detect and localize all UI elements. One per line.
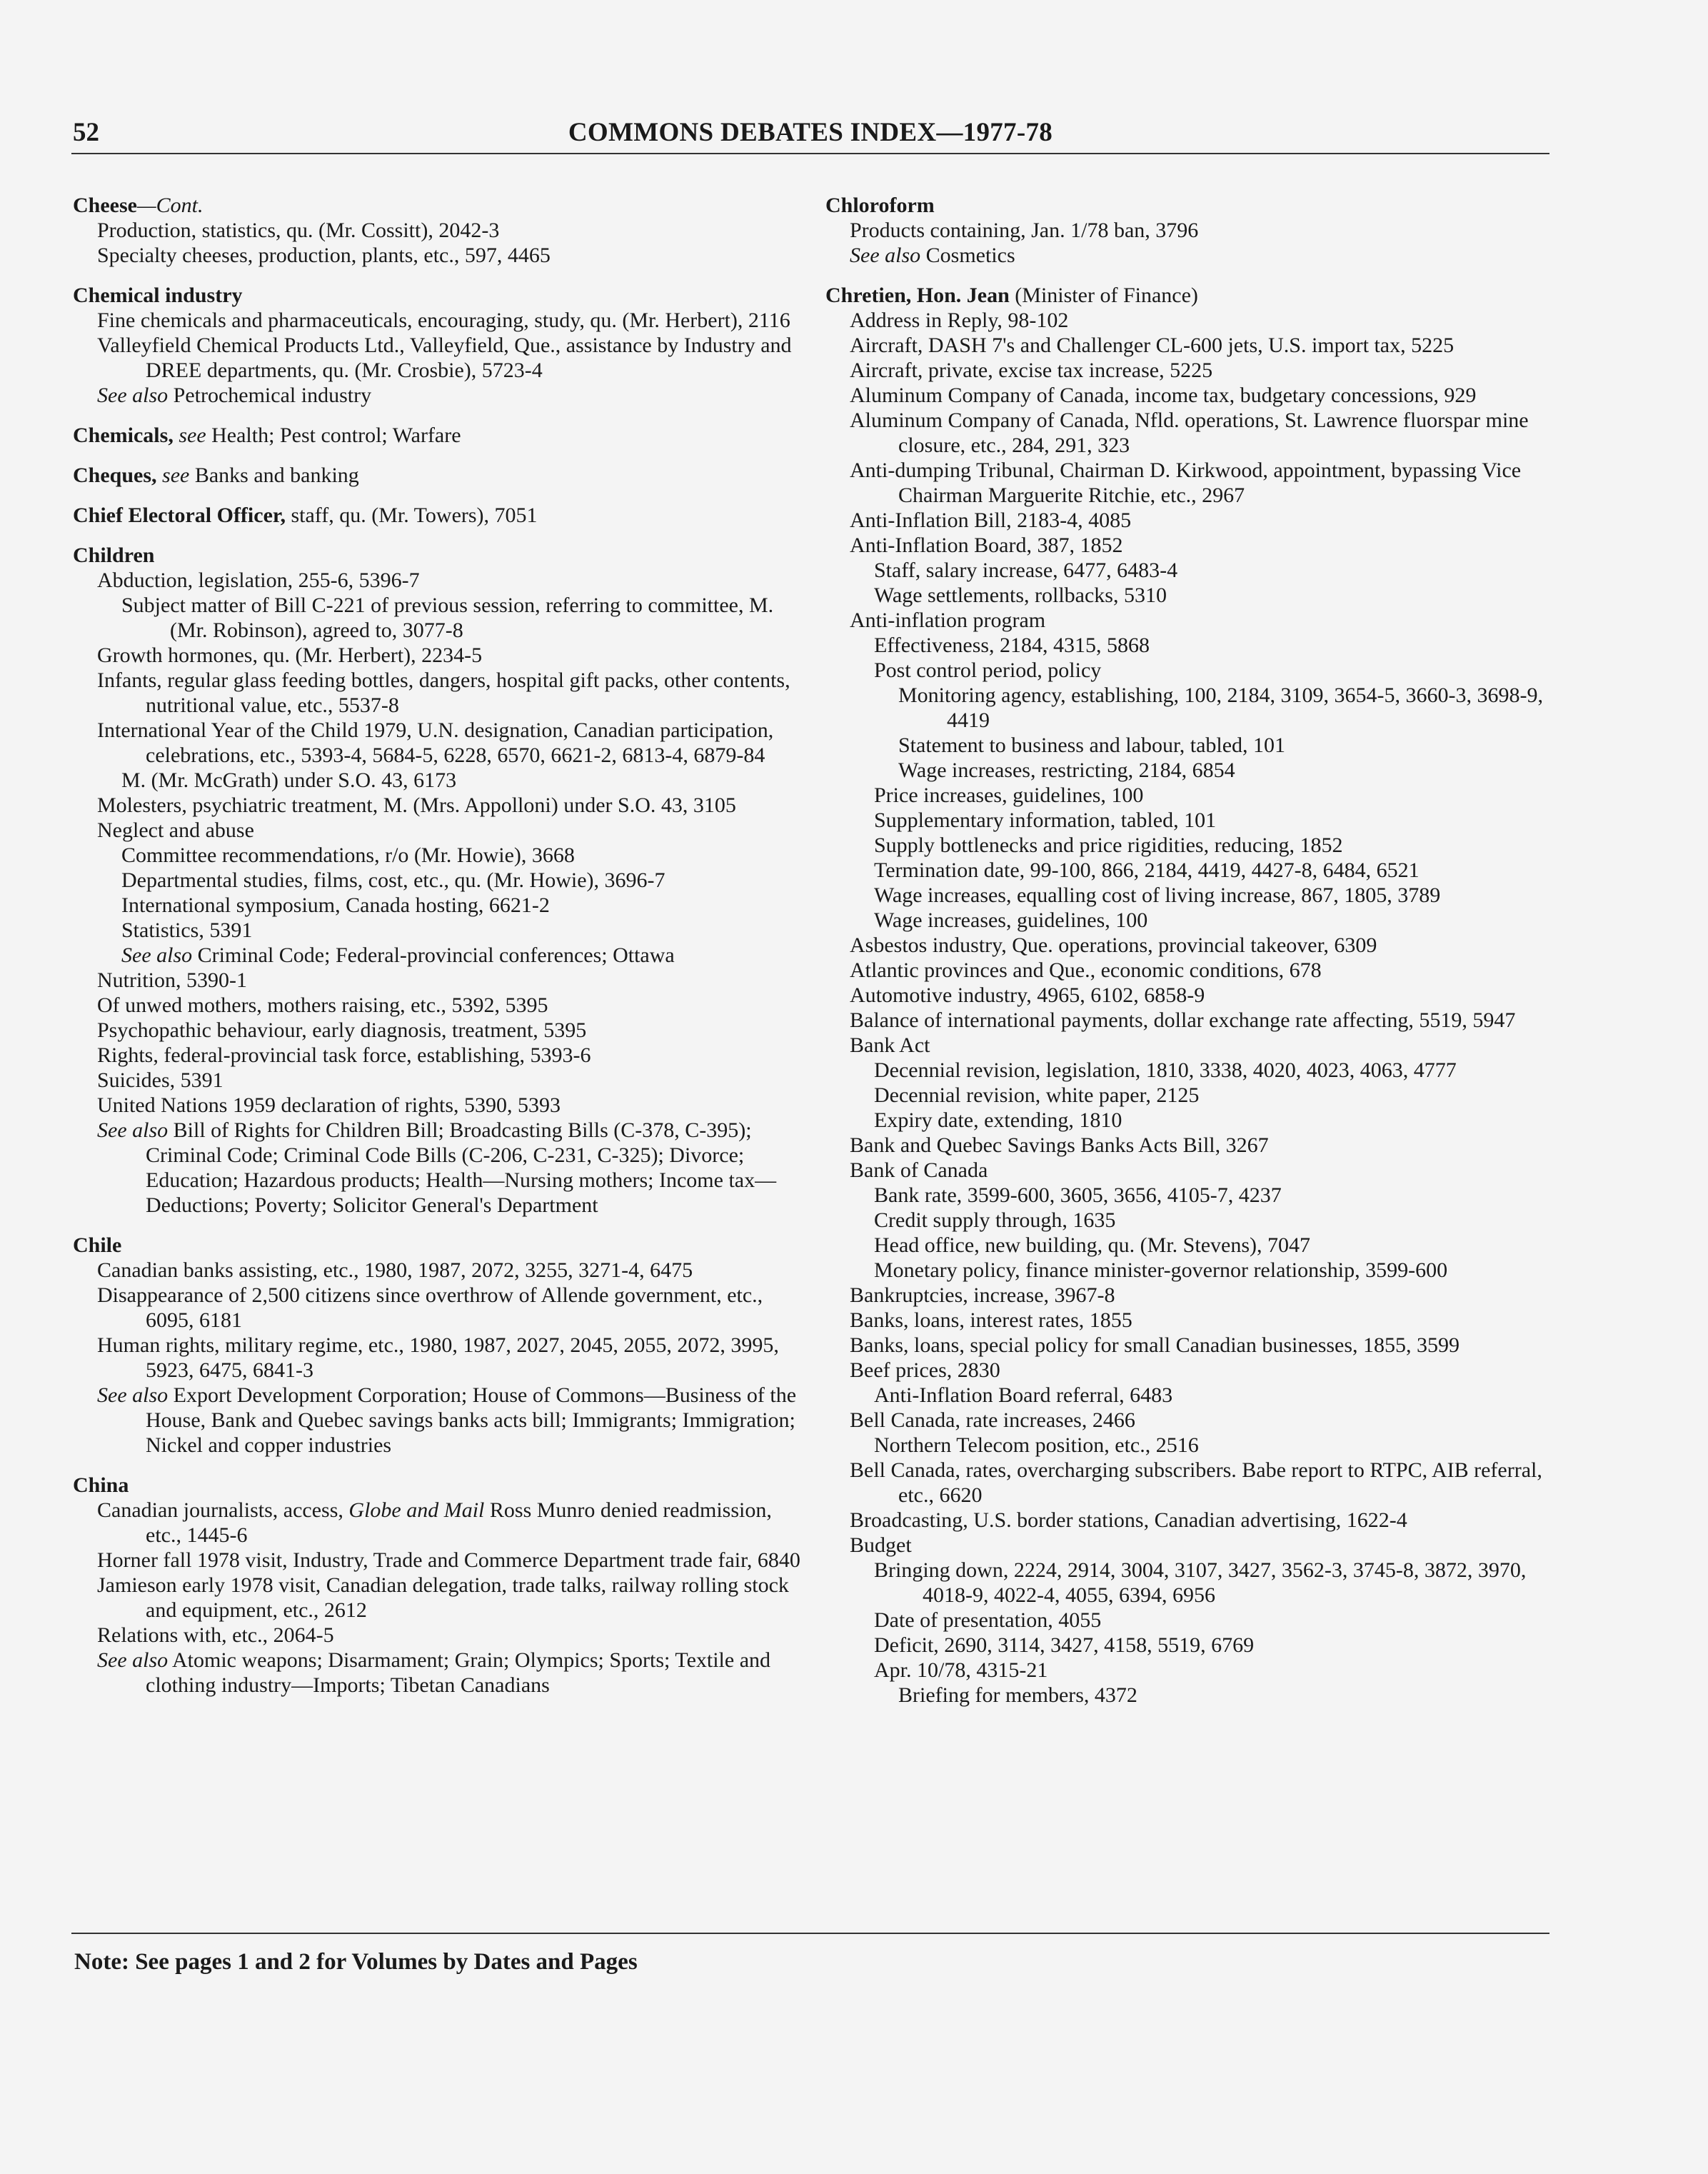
see-also-line: See also Criminal Code; Federal-provincial conferences; Ottawa xyxy=(121,943,675,967)
entry-subline: Subject matter of Bill C-221 of previous session, referring to committee, M. (Mr. Robinson), agreed to, 3077-8 xyxy=(121,593,774,642)
entry-line: Asbestos industry, Que. operations, provincial takeover, 6309 xyxy=(850,933,1377,957)
entry-subline: Bringing down, 2224, 2914, 3004, 3107, 3427, 3562-3, 3745-8, 3872, 3970, 4018-9, 4022-4, 4055, 6394, 6956 xyxy=(874,1558,1527,1607)
index-entry-chemicals xyxy=(73,423,801,448)
entry-subline: Credit supply through, 1635 xyxy=(874,1208,1116,1232)
entry-subline: Head office, new building, qu. (Mr. Stevens), 7047 xyxy=(874,1233,1311,1257)
entry-line: Valleyfield Chemical Products Ltd., Valleyfield, Que., assistance by Industry and DREE departments, qu. (Mr. Crosbie), 5723-4 xyxy=(97,334,792,382)
entry-subline: Post control period, policy xyxy=(874,658,1102,682)
chretien-subentries xyxy=(825,308,1554,1708)
entry-heading: Children xyxy=(73,544,155,567)
entry-line: Address in Reply, 98-102 xyxy=(850,309,1069,332)
see-also-line: See also Export Development Corporation; House of Commons—Business of the House, Bank and Quebec savings banks acts bill; Immigrants; Immigration; Nickel and copper industries xyxy=(97,1383,797,1457)
entry-line: Neglect and abuse xyxy=(97,818,254,842)
see-also-line: See also Cosmetics xyxy=(850,244,1015,267)
entry-subline: Statistics, 5391 xyxy=(121,918,253,942)
footer-note: Note: See pages 1 and 2 for Volumes by Dates and Pages xyxy=(74,1949,638,1975)
entry-line: Products containing, Jan. 1/78 ban, 3796 xyxy=(850,219,1199,242)
entry-subline: Northern Telecom position, etc., 2516 xyxy=(874,1433,1199,1457)
header-rule xyxy=(71,153,1549,154)
entry-heading: Chretien, Hon. Jean (Minister of Finance) xyxy=(825,284,1198,307)
index-entry-cheese xyxy=(73,193,801,268)
entry-line: Automotive industry, 4965, 6102, 6858-9 xyxy=(850,983,1205,1007)
index-entry-chretien xyxy=(825,283,1554,1708)
entry-line: Infants, regular glass feeding bottles, dangers, hospital gift packs, other contents, nutritional value, etc., 5537-8 xyxy=(97,668,790,717)
index-entry-china xyxy=(73,1473,801,1698)
index-entry-children xyxy=(73,543,801,1218)
entry-heading: Chemical industry xyxy=(73,284,243,307)
footer-rule xyxy=(71,1933,1549,1934)
entry-line: Production, statistics, qu. (Mr. Cossitt), 2042-3 xyxy=(97,219,500,242)
page-header xyxy=(71,114,1549,157)
entry-line: Rights, federal-provincial task force, establishing, 5393-6 xyxy=(97,1043,591,1067)
entry-line: Disappearance of 2,500 citizens since overthrow of Allende government, etc., 6095, 6181 xyxy=(97,1283,763,1332)
entry-subline: Apr. 10/78, 4315-21 xyxy=(874,1658,1048,1682)
entry-line: Jamieson early 1978 visit, Canadian delegation, trade talks, railway rolling stock and equipment, etc., 2612 xyxy=(97,1573,789,1622)
entry-subline: Effectiveness, 2184, 4315, 5868 xyxy=(874,633,1150,657)
entry-subline: Expiry date, extending, 1810 xyxy=(874,1108,1122,1132)
entry-heading: Chief Electoral Officer, staff, qu. (Mr. Towers), 7051 xyxy=(73,504,538,527)
entry-line: Bank of Canada xyxy=(850,1158,988,1182)
entry-line: Banks, loans, interest rates, 1855 xyxy=(850,1308,1132,1332)
see-also-line: See also Petrochemical industry xyxy=(97,384,372,407)
entry-subline: M. (Mr. McGrath) under S.O. 43, 6173 xyxy=(121,768,457,792)
running-title: COMMONS DEBATES INDEX—1977-78 xyxy=(568,118,1053,147)
entry-subline: Anti-Inflation Board referral, 6483 xyxy=(874,1383,1173,1407)
entry-line: Banks, loans, special policy for small Canadian businesses, 1855, 3599 xyxy=(850,1333,1460,1357)
entry-subline: Statement to business and labour, tabled, 101 xyxy=(898,733,1286,757)
entry-heading: Chemicals, see Health; Pest control; Warfare xyxy=(73,424,461,447)
entry-subline: Wage increases, equalling cost of living increase, 867, 1805, 3789 xyxy=(874,883,1441,907)
entry-line: Psychopathic behaviour, early diagnosis, treatment, 5395 xyxy=(97,1018,587,1042)
left-column xyxy=(73,193,801,1713)
entry-line: Horner fall 1978 visit, Industry, Trade and Commerce Department trade fair, 6840 xyxy=(97,1548,800,1572)
index-entry-cheques xyxy=(73,463,801,488)
entry-line: United Nations 1959 declaration of rights, 5390, 5393 xyxy=(97,1093,561,1117)
entry-line: Human rights, military regime, etc., 1980, 1987, 2027, 2045, 2055, 2072, 3995, 5923, 6475, 6841-3 xyxy=(97,1333,779,1382)
entry-line: Of unwed mothers, mothers raising, etc., 5392, 5395 xyxy=(97,993,548,1017)
index-entry-chief-electoral-officer xyxy=(73,503,801,528)
page-number: 52 xyxy=(73,118,99,147)
entry-subline: Supply bottlenecks and price rigidities, reducing, 1852 xyxy=(874,833,1343,857)
entry-subline: Wage increases, restricting, 2184, 6854 xyxy=(898,758,1235,782)
entry-line: Atlantic provinces and Que., economic conditions, 678 xyxy=(850,958,1322,982)
entry-line: Bankruptcies, increase, 3967-8 xyxy=(850,1283,1115,1307)
index-entry-chloroform xyxy=(825,193,1554,268)
entry-line: Abduction, legislation, 255-6, 5396-7 xyxy=(97,568,420,592)
entry-subline: Departmental studies, films, cost, etc., qu. (Mr. Howie), 3696-7 xyxy=(121,868,665,892)
entry-subline: Bank rate, 3599-600, 3605, 3656, 4105-7, 4237 xyxy=(874,1183,1282,1207)
entry-line: Bank Act xyxy=(850,1033,930,1057)
entry-line: Anti-inflation program xyxy=(850,608,1046,632)
entry-line: Aircraft, DASH 7's and Challenger CL-600 jets, U.S. import tax, 5225 xyxy=(850,334,1455,357)
entry-subline: Wage increases, guidelines, 100 xyxy=(874,908,1148,932)
entry-heading: Cheese—Cont. xyxy=(73,194,204,217)
entry-line: Anti-Inflation Board, 387, 1852 xyxy=(850,534,1123,557)
entry-heading: Chile xyxy=(73,1233,122,1257)
entry-line: Nutrition, 5390-1 xyxy=(97,968,247,992)
entry-subline: Committee recommendations, r/o (Mr. Howie), 3668 xyxy=(121,843,575,867)
entry-subline: Decennial revision, white paper, 2125 xyxy=(874,1083,1200,1107)
entry-subline: Termination date, 99-100, 866, 2184, 4419, 4427-8, 6484, 6521 xyxy=(874,858,1420,882)
entry-subline: Monetary policy, finance minister-governor relationship, 3599-600 xyxy=(874,1258,1448,1282)
entry-line: Molesters, psychiatric treatment, M. (Mrs. Appolloni) under S.O. 43, 3105 xyxy=(97,793,736,817)
entry-line: Budget xyxy=(850,1533,912,1557)
index-entry-chemical-industry xyxy=(73,283,801,408)
index-entry-chile xyxy=(73,1233,801,1458)
entry-line: Growth hormones, qu. (Mr. Herbert), 2234-5 xyxy=(97,643,483,667)
entry-heading: Chloroform xyxy=(825,194,935,217)
entry-line: Anti-dumping Tribunal, Chairman D. Kirkwood, appointment, bypassing Vice Chairman Marguerite Ritchie, etc., 2967 xyxy=(850,459,1522,507)
entry-line: Relations with, etc., 2064-5 xyxy=(97,1623,334,1647)
entry-subline: International symposium, Canada hosting, 6621-2 xyxy=(121,893,550,917)
see-also-line: See also Bill of Rights for Children Bill; Broadcasting Bills (C-378, C-395); Criminal Code; Criminal Code Bills (C-206, C-231, C-325); Divorce; Education; Hazardous products; Health—Nursing mothers; Income tax—Deductions; Poverty; Solicitor General's Department xyxy=(97,1118,777,1217)
entry-line: International Year of the Child 1979, U.N. designation, Canadian participation, celebrations, etc., 5393-4, 5684-5, 6228, 6570, 6621-2, 6813-4, 6879-84 xyxy=(97,718,774,767)
entry-line: Specialty cheeses, production, plants, etc., 597, 4465 xyxy=(97,244,551,267)
entry-line: Aluminum Company of Canada, income tax, budgetary concessions, 929 xyxy=(850,384,1477,407)
see-also-line: See also Atomic weapons; Disarmament; Grain; Olympics; Sports; Textile and clothing industry—Imports; Tibetan Canadians xyxy=(97,1648,771,1697)
entry-line: Balance of international payments, dollar exchange rate affecting, 5519, 5947 xyxy=(850,1008,1516,1032)
entry-line: Bell Canada, rates, overcharging subscribers. Babe report to RTPC, AIB referral, etc., 6620 xyxy=(850,1458,1542,1507)
entry-line: Fine chemicals and pharmaceuticals, encouraging, study, qu. (Mr. Herbert), 2116 xyxy=(97,309,790,332)
entry-subline: Date of presentation, 4055 xyxy=(874,1608,1102,1632)
entry-line: Anti-Inflation Bill, 2183-4, 4085 xyxy=(850,509,1132,532)
entry-line: Beef prices, 2830 xyxy=(850,1358,1000,1382)
entry-line: Bell Canada, rate increases, 2466 xyxy=(850,1408,1135,1432)
entry-line: Canadian journalists, access, Globe and Mail Ross Munro denied readmission, etc., 1445-6 xyxy=(97,1498,772,1547)
entry-subline: Wage settlements, rollbacks, 5310 xyxy=(874,583,1167,607)
entry-line: Bank and Quebec Savings Banks Acts Bill, 3267 xyxy=(850,1133,1269,1157)
entry-line: Suicides, 5391 xyxy=(97,1068,223,1092)
entry-line: Canadian banks assisting, etc., 1980, 1987, 2072, 3255, 3271-4, 6475 xyxy=(97,1258,693,1282)
entry-heading: China xyxy=(73,1473,129,1497)
entry-subline: Briefing for members, 4372 xyxy=(898,1683,1137,1707)
right-column xyxy=(825,193,1554,1723)
entry-subline: Price increases, guidelines, 100 xyxy=(874,783,1144,807)
entry-subline: Monitoring agency, establishing, 100, 2184, 3109, 3654-5, 3660-3, 3698-9, 4419 xyxy=(898,683,1543,732)
entry-line: Broadcasting, U.S. border stations, Canadian advertising, 1622-4 xyxy=(850,1508,1407,1532)
entry-heading: Cheques, see Banks and banking xyxy=(73,464,359,487)
entry-subline: Staff, salary increase, 6477, 6483-4 xyxy=(874,558,1178,582)
entry-subline: Deficit, 2690, 3114, 3427, 4158, 5519, 6769 xyxy=(874,1633,1255,1657)
entry-line: Aircraft, private, excise tax increase, 5225 xyxy=(850,359,1213,382)
entry-subline: Supplementary information, tabled, 101 xyxy=(874,808,1217,832)
entry-line: Aluminum Company of Canada, Nfld. operations, St. Lawrence fluorspar mine closure, etc., 284, 291, 323 xyxy=(850,409,1529,457)
entry-subline: Decennial revision, legislation, 1810, 3338, 4020, 4023, 4063, 4777 xyxy=(874,1058,1457,1082)
